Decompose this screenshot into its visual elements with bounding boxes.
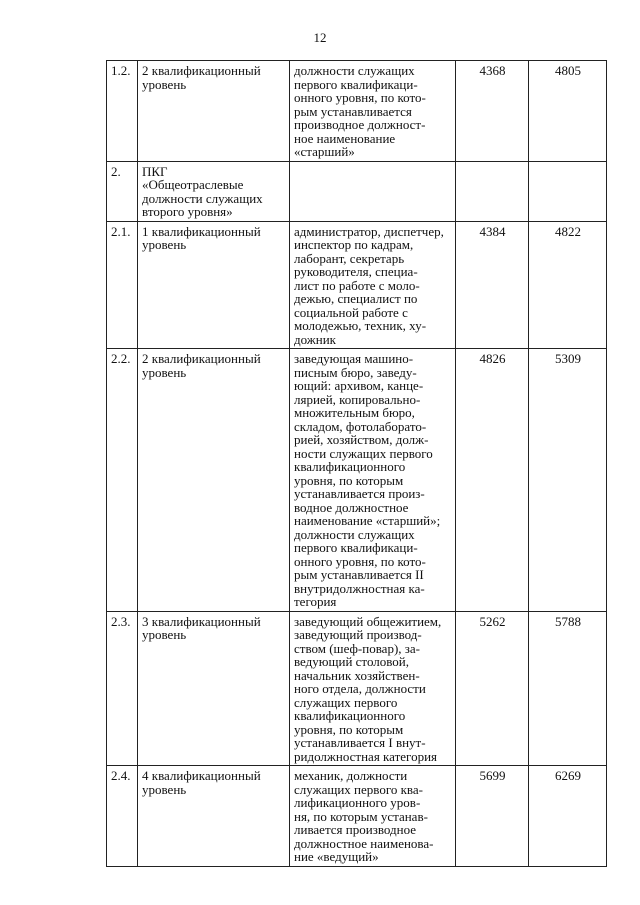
qualification-level [138,61,290,162]
table-row [107,349,607,612]
value-cell-1: 5262 [456,611,529,766]
row-number: 2.3. [107,611,138,766]
qualification-table [106,60,607,867]
level-line: ПКГ [142,163,168,179]
position-line: служащих первого ква- [294,781,423,797]
position-line: молодежью, техник, ху- [294,318,427,333]
level-line: «Общеотраслевые [142,177,244,192]
value-cell-2: 6269 [529,766,607,867]
position-line: дежью, специалист по [294,291,418,306]
position-line: рым устанавливается [294,103,412,119]
value-cell-1: 4368 [456,61,529,162]
position-line: уровня, по которым [294,472,404,488]
position-line: ного отдела, должности [294,681,426,696]
position-line: лаборант, секретарь [294,250,405,266]
position-line: онного уровня, по кото- [294,90,426,105]
position-line: должности служащих [294,63,415,78]
position-line: первого квалификаци- [294,540,418,555]
position-line: водное должностное [294,499,409,515]
position-line: должности служащих [294,526,415,542]
value-cell-2: 4822 [529,221,607,349]
qualification-level [138,161,290,221]
position-line: лификационного уров- [294,795,421,810]
row-number: 2. [107,161,138,221]
level-line: уровень [142,237,187,252]
qualification-level [138,349,290,612]
value-cell-1: 4384 [456,221,529,349]
table-row [107,766,607,867]
position-line: устанавливается I внут- [294,735,426,750]
position-line: онного уровня, по кото- [294,553,426,569]
qualification-level [138,611,290,766]
position-line: служащих первого [294,694,398,710]
position-line: ности служащих первого [294,445,433,461]
position-line: ридолжностная категория [294,748,438,764]
position-line: устанавливается произ- [294,486,425,501]
position-line: дожник [294,331,337,347]
positions-cell [290,221,456,349]
value-cell-2: 4805 [529,61,607,162]
positions-cell [290,61,456,162]
position-line: должностное наименова- [294,835,434,851]
level-line: уровень [142,781,187,797]
level-line: 4 квалификационный [142,768,261,783]
value-cell-2: 5788 [529,611,607,766]
level-line: уровень [142,76,187,92]
position-line: квалификационного [294,459,406,474]
row-number: 1.2. [107,61,138,162]
table-row [107,221,607,349]
qualification-level [138,221,290,349]
level-line: уровень [142,627,187,642]
row-number: 2.4. [107,766,138,867]
position-line: ня, по которым устанав- [294,808,428,824]
level-line: 3 квалификационный [142,613,261,629]
level-line: уровень [142,364,187,380]
position-line: руководителя, специа- [294,264,418,279]
position-line: лярией, копировально- [294,391,421,407]
position-line: администратор, диспетчер, [294,223,444,239]
position-line: рией, хозяйством, долж- [294,432,429,447]
position-line: инспектор по кадрам, [294,237,414,252]
level-line: 1 квалификационный [142,223,261,239]
position-line: ное наименование [294,130,396,146]
position-line: ством (шеф-повар), за- [294,640,421,656]
positions-cell [290,161,456,221]
row-number: 2.1. [107,221,138,349]
position-line: внутридолжностная ка- [294,580,425,596]
position-line: уровня, по которым [294,721,404,737]
level-line: второго уровня» [142,204,233,219]
qualification-level [138,766,290,867]
position-line: начальник хозяйствен- [294,667,420,683]
positions-cell [290,611,456,766]
position-line: множительным бюро, [294,405,415,420]
position-line: складом, фотолаборато- [294,418,427,434]
position-line: ведующий столовой, [294,654,410,669]
page-number: 12 [313,30,327,45]
position-line: производное должност- [294,117,426,132]
position-line: заведующая машино- [294,351,414,366]
table-row [107,611,607,766]
position-line: «старший» [294,144,355,159]
position-line: ливается производное [294,822,417,837]
positions-cell [290,766,456,867]
positions-cell [290,349,456,612]
value-cell-1: 5699 [456,766,529,867]
position-line: социальной работе с [294,304,408,320]
position-line: ющий: архивом, канце- [294,378,424,393]
position-line: лист по работе с моло- [294,277,420,293]
position-line: ние «ведущий» [294,849,379,864]
row-number: 2.2. [107,349,138,612]
position-line: тегория [294,594,337,609]
position-line: первого квалификаци- [294,76,418,92]
position-line: заведующий производ- [294,627,422,642]
table-row [107,61,607,162]
value-cell-2: 5309 [529,349,607,612]
value-cell-1: 4826 [456,349,529,612]
position-line: заведующий общежитием, [294,613,442,629]
table-row [107,161,607,221]
level-line: 2 квалификационный [142,63,261,78]
level-line: 2 квалификационный [142,351,261,366]
value-cell-1 [456,161,529,221]
position-line: наименование «старший»; [294,513,441,528]
position-line: рым устанавливается II [294,567,424,582]
level-line: должности служащих [142,190,263,206]
value-cell-2 [529,161,607,221]
position-line: писным бюро, заведу- [294,364,417,380]
position-line: квалификационного [294,708,406,723]
position-line: механик, должности [294,768,408,783]
table-body [107,61,607,867]
